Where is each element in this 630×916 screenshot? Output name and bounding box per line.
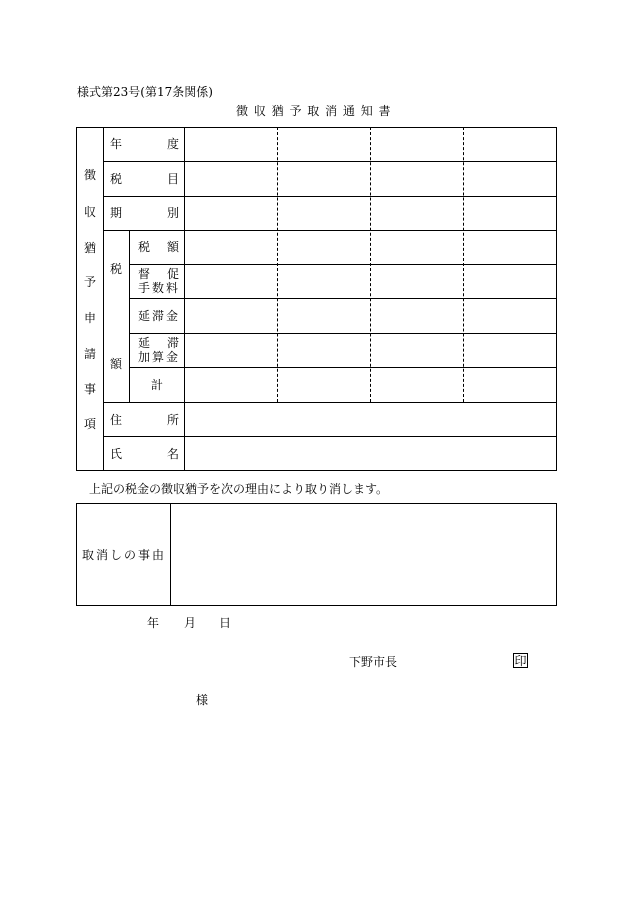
label-zeimoku: 税 — [110, 172, 123, 186]
label-jusho: 所 — [167, 413, 180, 427]
label-reason: 取消しの事由 — [82, 548, 167, 562]
side-label-char: 事 — [84, 382, 97, 396]
label-entai-kasan: 延 — [138, 336, 151, 350]
label-zeigaku: 額 — [167, 240, 180, 254]
label-shimei: 氏 — [110, 447, 123, 461]
form-number: 様式第23号(第17条関係) — [77, 85, 213, 99]
side-label-char: 予 — [84, 275, 97, 289]
label-zeigaku: 税 — [138, 240, 151, 254]
date-day: 日 — [219, 616, 232, 630]
label-tokusoku: 促 — [167, 267, 180, 281]
side-label-char: 申 — [84, 311, 97, 325]
notice-statement: 上記の税金の徴収猶予を次の理由により取り消します。 — [89, 482, 389, 496]
seal-mark: 印 — [514, 654, 527, 668]
recipient-honorific: 様 — [196, 693, 209, 707]
side-label-char: 請 — [84, 347, 97, 361]
label-jusho: 住 — [110, 413, 123, 427]
side-label-char: 項 — [84, 417, 97, 431]
label-nendo: 度 — [167, 137, 180, 151]
label-entaikin: 延滞金 — [138, 309, 181, 323]
side-label-char: 徴 — [84, 168, 97, 182]
side-label-char: 猶 — [84, 241, 97, 255]
label-kei: 計 — [151, 378, 164, 392]
label-zeigaku-group: 税 — [110, 262, 123, 276]
label-kibetsu: 期 — [110, 206, 123, 220]
issuer-mayor: 下野市長 — [349, 655, 398, 669]
document-title: 徴 収 猶 予 取 消 通 知 書 — [236, 104, 392, 118]
label-entai-kasankin: 加算金 — [138, 350, 181, 364]
label-kibetsu: 別 — [167, 206, 180, 220]
label-zeigaku-group: 額 — [110, 357, 123, 371]
date-year: 年 — [147, 616, 160, 630]
label-nendo: 年 — [110, 137, 123, 151]
application-table — [76, 127, 557, 471]
label-zeimoku: 目 — [167, 172, 180, 186]
side-label-char: 収 — [84, 205, 97, 219]
label-tokusoku-fee: 手数料 — [138, 281, 181, 295]
label-tokusoku: 督 — [138, 267, 151, 281]
label-shimei: 名 — [167, 447, 180, 461]
label-entai-kasan: 滞 — [167, 336, 180, 350]
date-month: 月 — [184, 616, 197, 630]
